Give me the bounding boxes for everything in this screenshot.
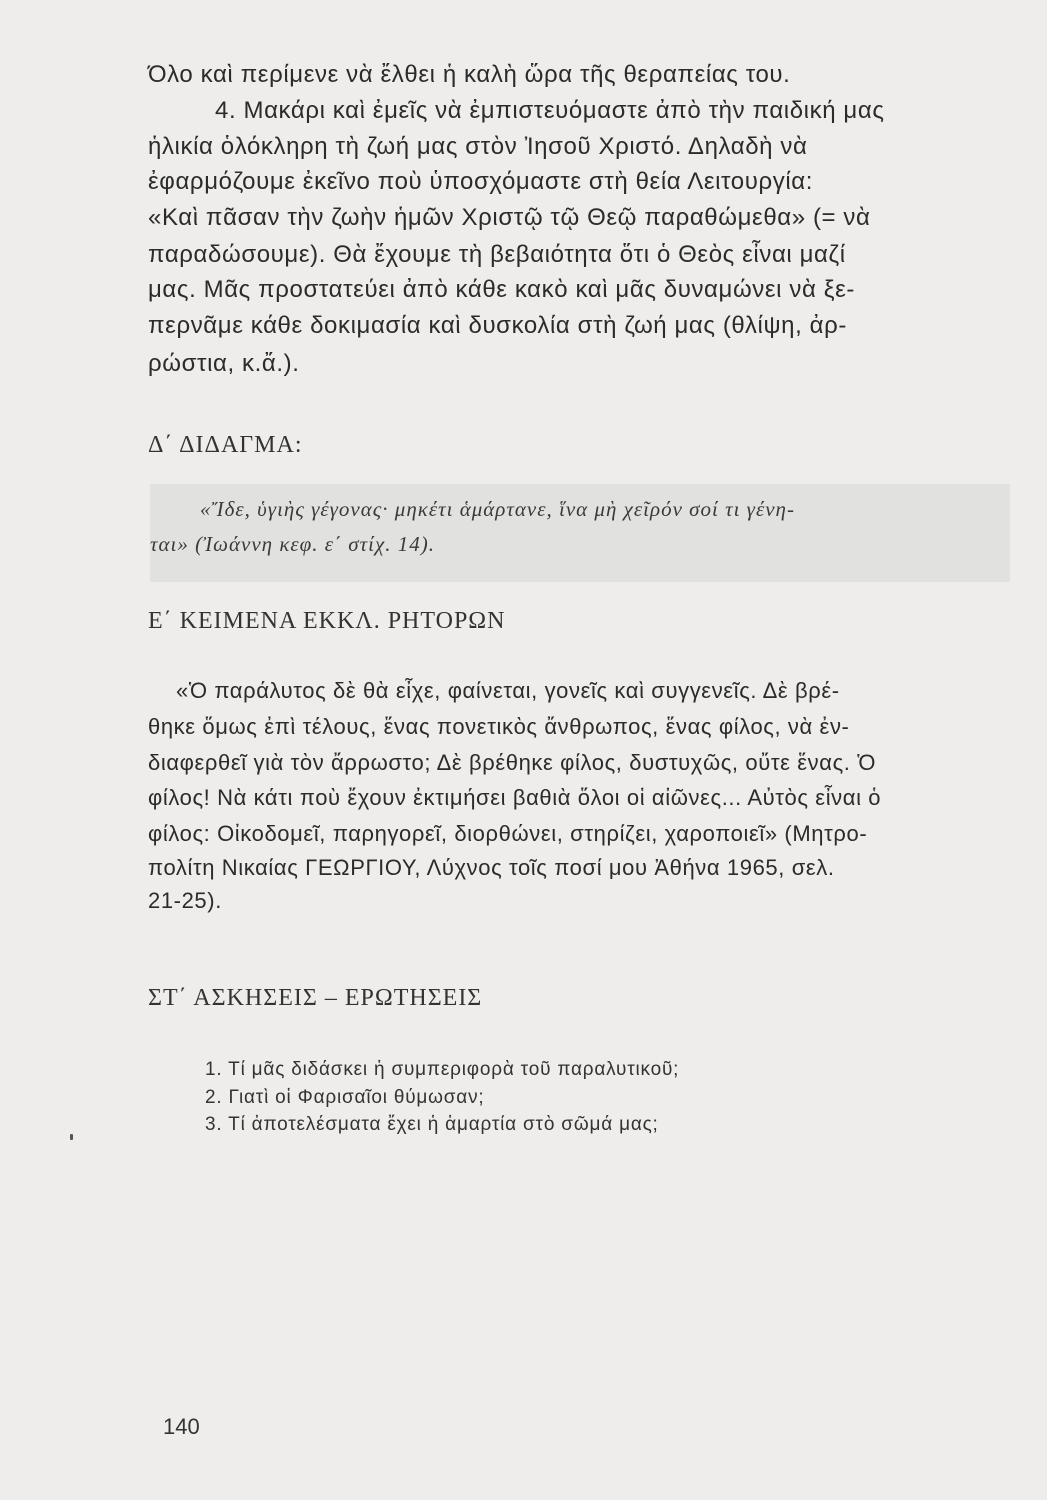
text-line: διαφερθεῖ γιὰ τὸν ἄρρωστο; Δὲ βρέθηκε φίλος, δυστυχῶς, οὔτε ἕνας. Ὁ <box>148 750 876 775</box>
text-line: μας. Μᾶς προστατεύει ἀπὸ κάθε κακὸ καὶ μᾶς δυναμώνει νὰ ξε- <box>148 276 855 303</box>
page-number: 140 <box>163 1414 200 1439</box>
text-line: παραδώσουμε). Θὰ ἔχουμε τὴ βεβαιότητα ὅτι ὁ Θεὸς εἶναι μαζί <box>148 241 846 268</box>
text-line: «Ὁ παράλυτος δὲ θὰ εἶχε, φαίνεται, γονεῖς καὶ συγγενεῖς. Δὲ βρέ- <box>176 678 840 703</box>
text-line: ἐφαρμόζουμε ἐκεῖνο ποὺ ὑποσχόμαστε στὴ θεία Λειτουργία: <box>148 168 813 195</box>
text-line: ρώστια, κ.ἄ.). <box>148 350 300 377</box>
section-heading-didagma: Δ΄ ΔΙΔΑΓΜΑ: <box>148 432 303 458</box>
question-item: 3. Τί ἀποτελέσματα ἔχει ἡ ἁμαρτία στὸ σῶμά μας; <box>205 1114 659 1135</box>
quote-line: «Ἴδε, ὑγιὴς γέγονας· μηκέτι ἁμάρτανε, ἵνα μὴ χεῖρόν σοί τι γένη- <box>200 497 795 521</box>
section-heading-askiseis: ΣΤ΄ ΑΣΚΗΣΕΙΣ – ΕΡΩΤΗΣΕΙΣ <box>148 985 483 1011</box>
question-item: 2. Γιατὶ οἱ Φαρισαῖοι θύμωσαν; <box>205 1087 485 1108</box>
text-line: φίλος! Νὰ κάτι ποὺ ἔχουν ἐκτιμήσει βαθιὰ ὅλοι οἱ αἰῶνες... Αὐτὸς εἶναι ὁ <box>148 785 882 810</box>
text-line: 4. Μακάρι καὶ ἐμεῖς νὰ ἐμπιστευόμαστε ἀπὸ τὴν παιδική μας <box>215 97 885 124</box>
text-line: φίλος: Οἰκοδομεῖ, παρηγορεῖ, διορθώνει, στηρίζει, χαροποιεῖ» (Μητρο- <box>148 821 868 846</box>
question-item: 1. Τί μᾶς διδάσκει ἡ συμπεριφορὰ τοῦ παραλυτικοῦ; <box>205 1059 680 1080</box>
text-line: περνᾶμε κάθε δοκιμασία καὶ δυσκολία στὴ ζωή μας (θλίψη, ἀρ- <box>148 312 847 339</box>
text-line: Όλο καὶ περίμενε νὰ ἔλθει ἡ καλὴ ὥρα τῆς θεραπείας του. <box>148 61 791 88</box>
text-line: θηκε ὅμως ἐπὶ τέλους, ἕνας πονετικὸς ἄνθρωπος, ἕνας φίλος, νὰ ἐν- <box>148 714 850 739</box>
ink-mark <box>70 1134 73 1140</box>
quote-line: ται» (Ἰωάννη κεφ. ε΄ στίχ. 14). <box>150 532 435 556</box>
section-heading-keimena: Ε΄ ΚΕΙΜΕΝΑ ΕΚΚΛ. ΡΗΤΟΡΩΝ <box>148 608 506 634</box>
text-line: πολίτη Νικαίας ΓΕΩΡΓΙΟΥ, Λύχνος τοῖς ποσί μου Ἀθήνα 1965, σελ. <box>148 855 835 880</box>
text-line: «Καὶ πᾶσαν τὴν ζωὴν ἡμῶν Χριστῷ τῷ Θεῷ παραθώμεθα» (= νὰ <box>148 204 871 231</box>
text-line: 21-25). <box>148 888 222 913</box>
text-line: ἡλικία ὁλόκληρη τὴ ζωή μας στὸν Ἰησοῦ Χριστό. Δηλαδὴ νὰ <box>148 133 808 160</box>
